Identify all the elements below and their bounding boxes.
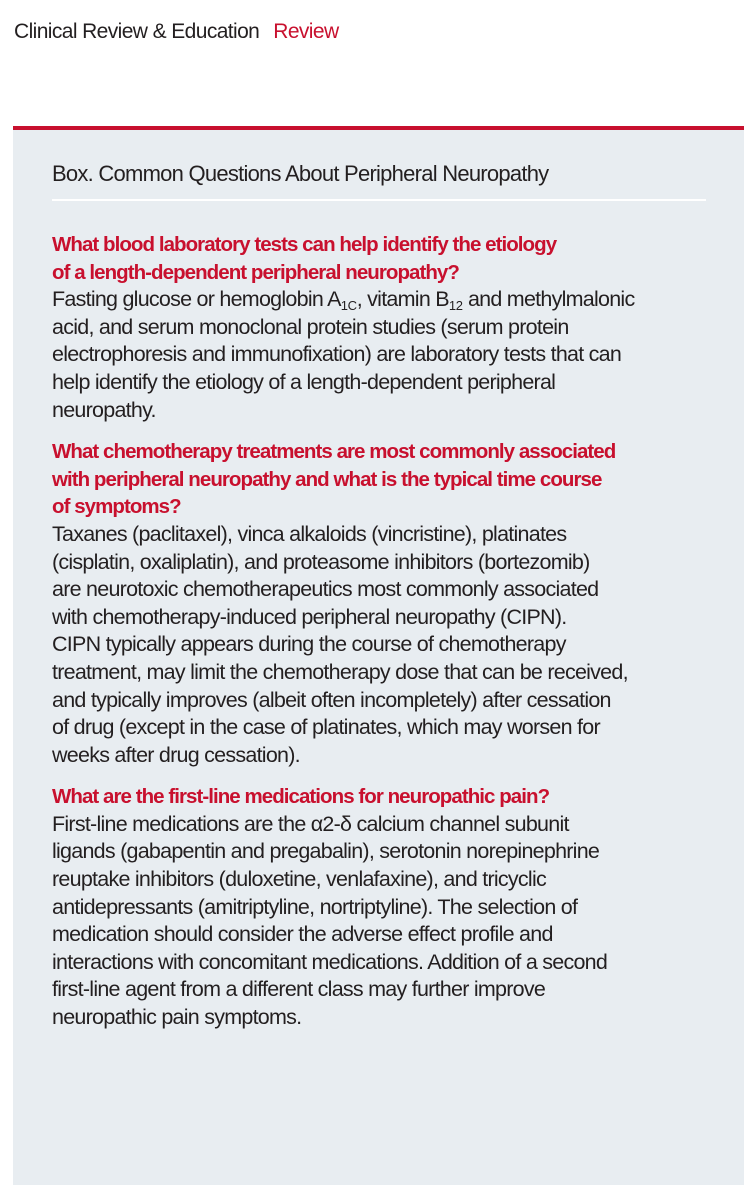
answer-line: weeks after drug cessation).	[52, 742, 300, 767]
answer-line: treatment, may limit the chemotherapy dose that can be received,	[52, 659, 628, 684]
question	[52, 231, 732, 286]
subscript: 12	[448, 298, 463, 314]
answer-text: , vitamin B	[356, 287, 449, 312]
answer-line: neuropathy.	[52, 397, 156, 422]
answer-line: with chemotherapy-induced peripheral neuropathy (CIPN).	[52, 604, 567, 629]
answer-line: are neurotoxic chemotherapeutics most commonly associated	[52, 577, 599, 602]
question-line: of symptoms?	[52, 495, 181, 519]
answer-line: ligands (gabapentin and pregabalin), serotonin norepinephrine	[52, 839, 600, 864]
answer-line: medication should consider the adverse effect profile and	[52, 922, 553, 947]
answer-text: and methylmalonic	[462, 287, 635, 312]
question-line: What are the first-line medications for neuropathic pain?	[52, 785, 550, 809]
answer-line: of drug (except in the case of platinates, which may worsen for	[52, 715, 600, 740]
answer-line: CIPN typically appears during the course of chemotherapy	[52, 632, 566, 657]
faq-box	[13, 126, 744, 1185]
answer-line	[52, 286, 732, 314]
box-title-divider	[52, 199, 706, 201]
question-line: of a length-dependent peripheral neuropathy?	[52, 260, 459, 284]
question	[52, 438, 732, 521]
answer-line: antidepressants (amitriptyline, nortriptyline). The selection of	[52, 894, 578, 919]
answer-line: reuptake inhibitors (duloxetine, venlafaxine), and tricyclic	[52, 867, 546, 892]
qa-item	[52, 231, 732, 424]
article-type-label: Review	[273, 20, 339, 43]
answer	[52, 286, 732, 424]
answer-line: (cisplatin, oxaliplatin), and proteasome inhibitors (bortezomib)	[52, 549, 590, 574]
question-line: What chemotherapy treatments are most commonly associated	[52, 440, 616, 464]
answer-line: neuropathic pain symptoms.	[52, 1005, 302, 1030]
box-title: Box. Common Questions About Peripheral Neuropathy	[52, 161, 549, 186]
answer-line: First-line medications are the α2-δ calcium channel subunit	[52, 811, 569, 836]
qa-list	[52, 231, 732, 1046]
running-head	[14, 18, 339, 46]
answer-line: help identify the etiology of a length-dependent peripheral	[52, 369, 556, 394]
subscript: 1C	[340, 298, 357, 314]
answer-line: electrophoresis and immunofixation) are laboratory tests that can	[52, 342, 622, 367]
answer-text: Fasting glucose or hemoglobin A	[52, 287, 341, 312]
question-line: with peripheral neuropathy and what is the typical time course	[52, 467, 602, 491]
answer-line: interactions with concomitant medications. Addition of a second	[52, 949, 608, 974]
question	[52, 783, 732, 811]
answer-line: Taxanes (paclitaxel), vinca alkaloids (vincristine), platinates	[52, 521, 567, 546]
qa-item	[52, 783, 732, 1031]
qa-item	[52, 438, 732, 769]
question-line: What blood laboratory tests can help identify the etiology	[52, 233, 557, 256]
answer-line: and typically improves (albeit often incompletely) after cessation	[52, 687, 611, 712]
answer-line: first-line agent from a different class may further improve	[52, 977, 546, 1002]
section-label: Clinical Review & Education	[14, 20, 260, 43]
answer-line: acid, and serum monoclonal protein studies (serum protein	[52, 314, 569, 339]
answer	[52, 811, 732, 1032]
answer	[52, 521, 732, 769]
